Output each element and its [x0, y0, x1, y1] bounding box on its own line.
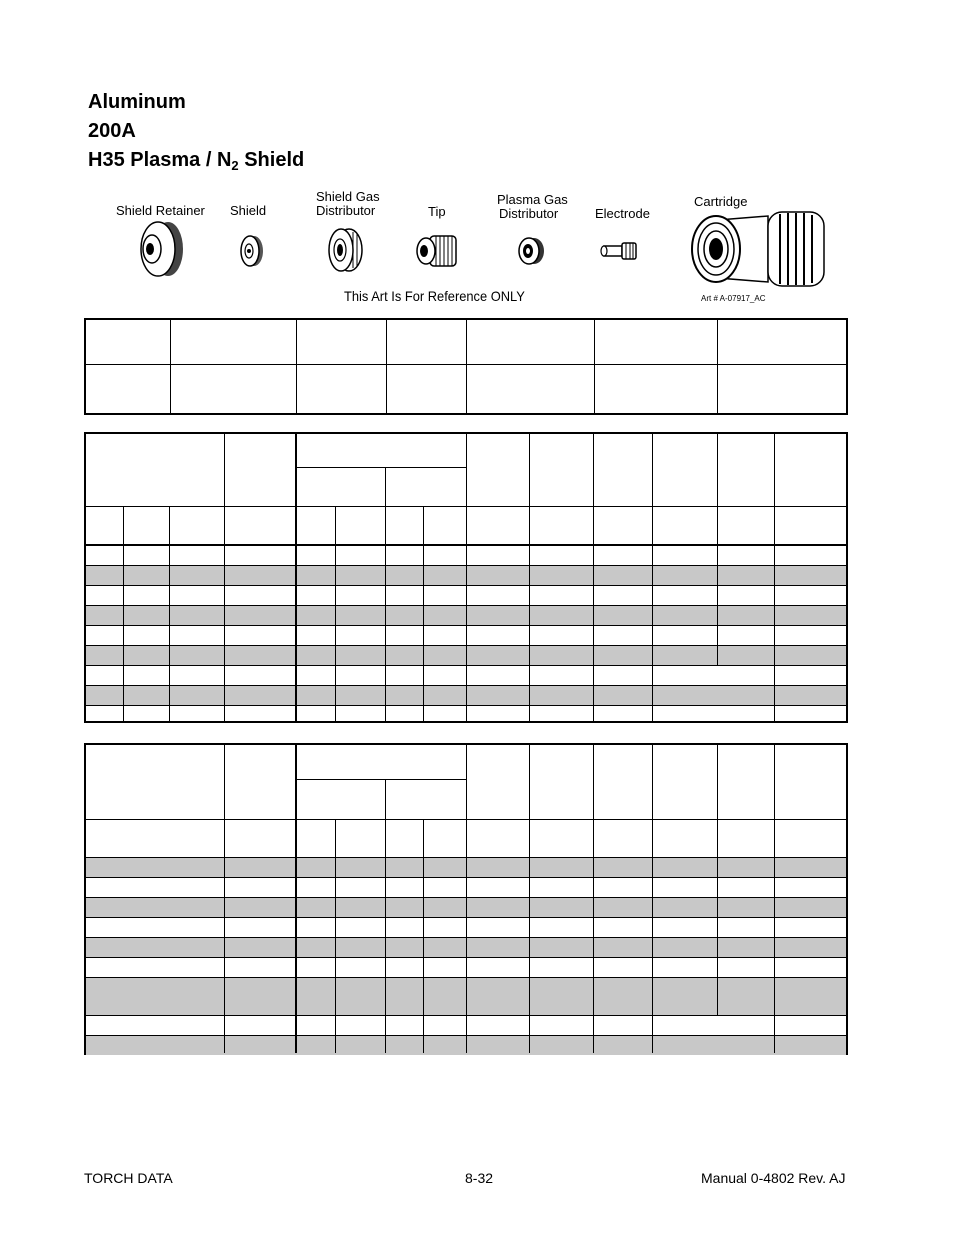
table-column-divider [295, 434, 297, 721]
table-column-divider [224, 434, 225, 721]
table-column-divider [466, 745, 467, 1053]
title-gas-combination: H35 Plasma / $N_2$ Shield [88, 149, 305, 173]
footer-page-number: 8-32 [465, 1170, 494, 1186]
shield-gas-distributor-image [323, 226, 365, 274]
shield-retainer-image [128, 220, 186, 278]
table-column-divider [717, 434, 718, 665]
label-shield: Shield [230, 203, 267, 218]
table-column-divider [593, 434, 594, 721]
table-column-divider [386, 320, 387, 413]
shield-image [238, 234, 266, 268]
label-shield-retainer: Shield Retainer [116, 203, 205, 218]
table-column-divider [123, 506, 124, 721]
cut-chart-table [84, 432, 848, 723]
gas-header-divider [296, 467, 467, 468]
table-column-divider [594, 320, 595, 413]
cut-chart-table-metric [84, 743, 848, 1055]
footer-manual-number: Manual 0-4802 Rev. AJ [701, 1170, 846, 1186]
table-column-divider [652, 434, 653, 721]
table-column-divider [717, 745, 718, 1015]
table-column-divider [774, 745, 775, 1053]
table-column-divider [774, 434, 775, 721]
electrode-image [598, 240, 642, 262]
table-column-divider [385, 467, 386, 721]
table-column-divider [529, 434, 530, 721]
table-column-divider [593, 745, 594, 1053]
catalog-number-table [84, 318, 848, 415]
table-column-divider [295, 745, 297, 1053]
reference-note: This Art Is For Reference ONLY [344, 288, 525, 304]
table-column-divider [335, 819, 336, 1053]
label-cartridge: Cartridge [694, 194, 748, 209]
plasma-gas-distributor-image [516, 236, 548, 266]
gas-header-divider [296, 779, 467, 780]
label-tip: Tip [428, 204, 446, 219]
table-column-divider [170, 320, 171, 413]
table-column-divider [296, 320, 297, 413]
title-amperage: 200A [88, 120, 136, 142]
table-column-divider [224, 745, 225, 1053]
table-column-divider [717, 320, 718, 413]
tip-image [412, 232, 460, 270]
table-column-divider [652, 745, 653, 1053]
footer-section: TORCH DATA [84, 1170, 173, 1186]
table-column-divider [466, 320, 467, 413]
label-shield-gas-distributor: Shield Gas Distributor [316, 189, 380, 218]
label-plasma-gas-distributor: Plasma Gas Distributor [497, 192, 568, 221]
table-column-divider [423, 506, 424, 721]
label-electrode: Electrode [595, 206, 650, 221]
table-column-divider [529, 745, 530, 1053]
cartridge-image [688, 206, 834, 292]
table-column-divider [335, 506, 336, 721]
table-column-divider [466, 434, 467, 721]
art-number: Art # A-07917_AC [701, 294, 766, 303]
title-material: Aluminum [88, 91, 186, 113]
page-title [88, 88, 304, 175]
table-column-divider [423, 819, 424, 1053]
table-column-divider [385, 779, 386, 1053]
table-column-divider [169, 506, 170, 721]
